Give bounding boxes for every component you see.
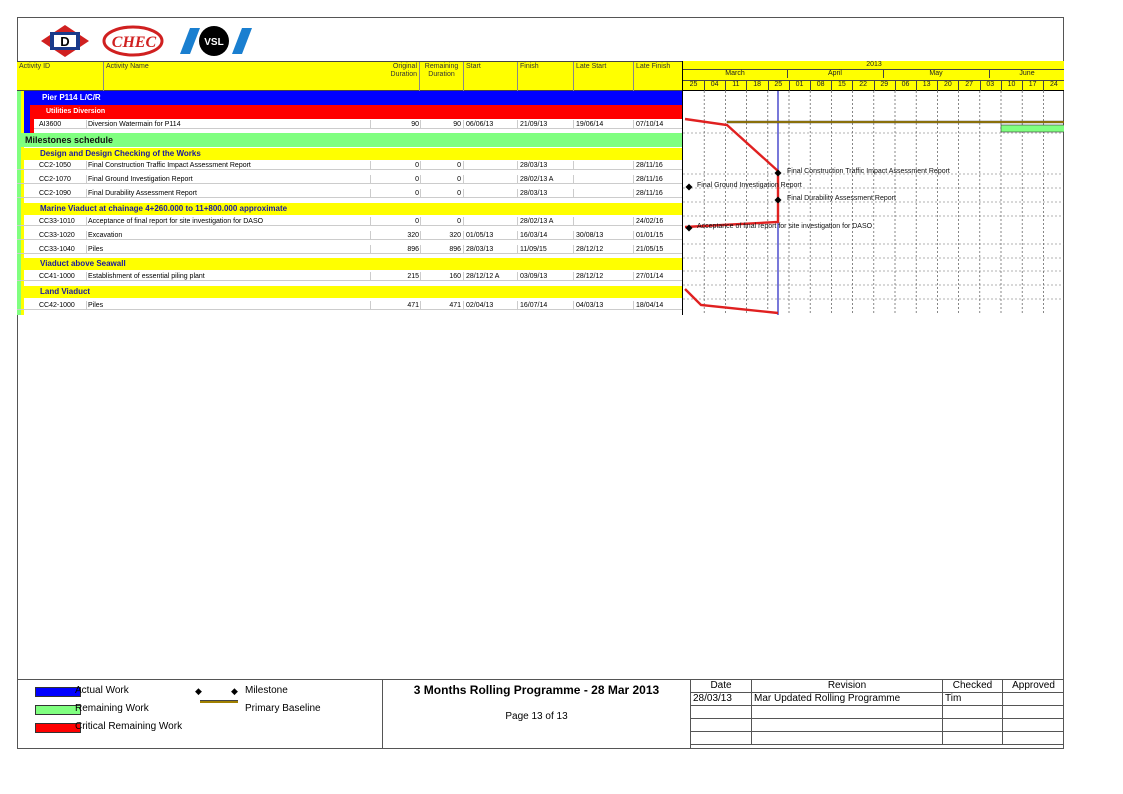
timescale-week: 08 [810, 80, 832, 91]
timescale-month: March [683, 70, 788, 78]
table-row[interactable] [17, 175, 682, 184]
col-late-finish[interactable]: Late Finish [633, 62, 682, 92]
cell-finish: 03/09/13 [520, 273, 548, 280]
cell-start [466, 189, 520, 198]
cell-ls: 28/12/12 [576, 246, 604, 253]
cell-name: Piles [88, 302, 104, 309]
cell-name: Diversion Watermain for P114 [88, 121, 181, 128]
cell-id: CC2-1070 [39, 176, 71, 183]
cell-finish: 28/03/13 [520, 162, 548, 169]
cell-od: 0 [415, 162, 419, 169]
cell-ls [576, 175, 634, 184]
rev-header-revision: Revision [752, 680, 943, 693]
cell-od: 320 [407, 232, 419, 239]
cell-finish: 16/07/14 [520, 302, 548, 309]
d-logo-text: D [60, 34, 70, 49]
table-row[interactable] [17, 301, 682, 310]
timescale-week: 24 [1043, 80, 1064, 91]
progress-line [685, 119, 778, 227]
timescale-week: 03 [980, 80, 1002, 91]
legend-milestone: Milestone [245, 685, 288, 696]
rev-header-date: Date [691, 680, 752, 693]
timescale-week: 17 [1022, 80, 1044, 91]
col-remaining-duration[interactable]: Remaining Duration [419, 62, 463, 92]
timescale-month: April [787, 70, 884, 78]
col-activity-id[interactable]: Activity ID [19, 63, 51, 70]
cell-rd: 0 [457, 218, 461, 225]
band-seawall: Viaduct above Seawall [24, 258, 682, 270]
timescale-week: 15 [831, 80, 853, 91]
rev-empty-cell [943, 706, 1003, 719]
table-row[interactable] [17, 189, 682, 198]
band-land: Land Viaduct [24, 286, 682, 298]
cell-ls [576, 161, 634, 170]
milestone-icon: ◆ [231, 686, 238, 696]
remaining-work-bar [1001, 125, 1064, 132]
cell-lf: 01/01/15 [636, 232, 664, 239]
revision-table [691, 679, 1064, 749]
rev-empty-cell [752, 706, 943, 719]
cell-name: Piles [88, 246, 104, 253]
cell-divider [463, 175, 464, 184]
timescale-week: 11 [725, 80, 747, 91]
table-header [17, 61, 682, 91]
timescale-week: 01 [789, 80, 811, 91]
band-project: Pier P114 L/C/R [30, 91, 682, 105]
timescale-month: June [989, 70, 1064, 78]
cell-lf: 07/10/14 [636, 121, 664, 128]
page-number: Page 13 of 13 [505, 711, 568, 722]
cell-name: Final Construction Traffic Impact Assessment Report [88, 162, 251, 169]
col-late-start[interactable]: Late Start [573, 62, 633, 92]
timescale-week: 25 [683, 80, 705, 91]
milestone-marker [775, 170, 782, 177]
progress-line [685, 289, 778, 313]
rev-empty-cell [691, 719, 752, 732]
cell-id: CC33-1010 [39, 218, 75, 225]
cell-od: 896 [407, 246, 419, 253]
cell-start: 02/04/13 [466, 302, 494, 309]
cell-id: CC42-1000 [39, 302, 75, 309]
cell-od: 215 [407, 273, 419, 280]
timescale-week: 04 [704, 80, 726, 91]
col-activity-name[interactable]: Activity Name [103, 62, 403, 92]
table-row[interactable] [17, 272, 682, 281]
timescale-week: 06 [895, 80, 917, 91]
band-milestones: Milestones schedule [21, 133, 682, 147]
rev-empty-cell [691, 706, 752, 719]
cell-od: 0 [415, 190, 419, 197]
cell-divider [463, 272, 464, 281]
cell-divider [463, 231, 464, 240]
cell-start: 01/05/13 [466, 232, 494, 239]
timescale-year: 2013 [683, 61, 1064, 70]
cell-ls: 30/08/13 [576, 232, 604, 239]
cell-name: Establishment of essential piling plant [88, 273, 205, 280]
milestone-marker [686, 184, 693, 191]
cell-finish: 11/09/15 [520, 246, 547, 253]
timescale-week: 29 [874, 80, 896, 91]
gantt-label-cc33-1010: Acceptance of final report for site investigation for DASO [697, 223, 873, 230]
legend [17, 679, 383, 749]
cell-lf: 27/01/14 [636, 273, 664, 280]
gantt-label-cc2-1090: Final Durability Assessment Report [787, 195, 896, 202]
cell-lf: 24/02/16 [636, 218, 664, 225]
legend-swatch-baseline [200, 700, 238, 703]
rev-date: 28/03/13 [691, 693, 752, 706]
rev-empty-cell [691, 732, 752, 745]
cell-ls [576, 217, 634, 226]
timescale-week: 10 [1001, 80, 1023, 91]
cell-rd: 471 [449, 302, 461, 309]
cell-id: CC2-1050 [39, 162, 71, 169]
chec-logo [102, 24, 164, 58]
cell-ls: 04/03/13 [576, 302, 604, 309]
cell-rd: 160 [449, 273, 461, 280]
chec-logo-text: CHEC [111, 34, 157, 51]
cell-start [466, 175, 520, 184]
title-block [383, 679, 691, 749]
cell-divider [463, 189, 464, 198]
rev-header-checked: Checked [943, 680, 1003, 693]
timescale-week: 27 [959, 80, 981, 91]
cell-name: Final Durability Assessment Report [88, 190, 197, 197]
cell-start: 28/12/12 A [466, 273, 500, 280]
table-row[interactable] [34, 120, 682, 129]
report-title: 3 Months Rolling Programme - 28 Mar 2013 [413, 683, 660, 697]
cell-od: 471 [407, 302, 419, 309]
cell-id: CC41-1000 [39, 273, 75, 280]
cell-divider [463, 301, 464, 310]
timescale-week: 13 [916, 80, 938, 91]
cell-rd: 90 [453, 121, 461, 128]
cell-rd: 896 [449, 246, 461, 253]
cell-lf: 28/11/16 [636, 162, 663, 169]
baseline-bar [727, 121, 1064, 123]
cell-divider [463, 120, 464, 129]
cell-rd: 0 [457, 162, 461, 169]
cell-divider [463, 245, 464, 254]
cell-name: Acceptance of final report for site investigation for DASO [88, 218, 264, 225]
cell-finish: 28/03/13 [520, 190, 548, 197]
col-original-duration[interactable]: Original Duration [390, 63, 417, 78]
rev-empty-cell [752, 732, 943, 745]
cell-lf: 28/11/16 [636, 176, 663, 183]
legend-actual: Actual Work [75, 685, 129, 696]
rev-empty-cell [1003, 719, 1065, 732]
timescale-week: 22 [853, 80, 875, 91]
milestone-marker [775, 197, 782, 204]
table-row[interactable] [17, 161, 682, 170]
rev-empty-cell [752, 719, 943, 732]
timescale-week: 18 [747, 80, 769, 91]
rev-header-approved: Approved [1003, 680, 1065, 693]
timescale-week: 20 [937, 80, 959, 91]
cell-start [466, 161, 520, 170]
d-logo [40, 24, 90, 58]
gantt-label-cc2-1070: Final Ground Investigation Report [697, 182, 802, 189]
rev-description: Mar Updated Rolling Programme [752, 693, 943, 706]
cell-start: 28/03/13 [466, 246, 494, 253]
rev-empty-cell [1003, 706, 1065, 719]
cell-divider [463, 161, 464, 170]
cell-start: 06/06/13 [466, 121, 494, 128]
cell-od: 90 [411, 121, 419, 128]
cell-finish: 28/02/13 A [520, 218, 554, 225]
cell-lf: 21/05/15 [636, 246, 664, 253]
cell-rd: 0 [457, 176, 461, 183]
legend-remaining: Remaining Work [75, 703, 149, 714]
cell-finish: 16/03/14 [520, 232, 548, 239]
col-finish[interactable]: Finish [517, 62, 573, 92]
cell-finish: 28/02/13 A [520, 176, 554, 183]
cell-rd: 0 [457, 190, 461, 197]
gantt-label-cc2-1050: Final Construction Traffic Impact Assessment Report [787, 168, 950, 175]
legend-critical: Critical Remaining Work [75, 721, 183, 732]
cell-finish: 21/09/13 [520, 121, 548, 128]
cell-lf: 18/04/14 [636, 302, 664, 309]
timescale-month: May [883, 70, 990, 78]
legend-baseline: Primary Baseline [245, 703, 321, 714]
cell-id: CC2-1090 [39, 190, 71, 197]
gantt-chart [682, 61, 1064, 315]
col-start[interactable]: Start [463, 62, 517, 92]
table-row[interactable] [17, 245, 682, 254]
table-row[interactable] [17, 231, 682, 240]
rev-checked: Tim [943, 693, 1003, 706]
cell-id: AI3600 [39, 121, 62, 128]
cell-lf: 28/11/16 [636, 190, 663, 197]
cell-id: CC33-1040 [39, 246, 75, 253]
cell-name: Final Ground Investigation Report [88, 176, 193, 183]
rev-empty-cell [943, 732, 1003, 745]
vsl-logo-text: VSL [204, 37, 224, 48]
rev-approved [1003, 693, 1065, 706]
cell-ls [576, 189, 634, 198]
cell-id: CC33-1020 [39, 232, 75, 239]
milestone-icon: ◆ [195, 686, 202, 696]
band-design: Design and Design Checking of the Works [24, 148, 682, 160]
cell-ls: 28/12/12 [576, 273, 604, 280]
cell-ls: 19/06/14 [576, 121, 604, 128]
cell-name: Excavation [88, 232, 123, 239]
cell-rd: 320 [449, 232, 461, 239]
rev-empty-cell [1003, 732, 1065, 745]
band-marine: Marine Viaduct at chainage 4+260.000 to 11+800.000 approximate [24, 203, 682, 215]
vsl-logo [174, 24, 254, 58]
table-row[interactable] [17, 217, 682, 226]
rev-empty-cell [943, 719, 1003, 732]
cell-divider [463, 217, 464, 226]
timescale-week: 25 [768, 80, 790, 91]
cell-od: 0 [415, 176, 419, 183]
cell-od: 0 [415, 218, 419, 225]
band-utilities: Utilities Diversion [34, 105, 682, 119]
cell-start [466, 217, 520, 226]
